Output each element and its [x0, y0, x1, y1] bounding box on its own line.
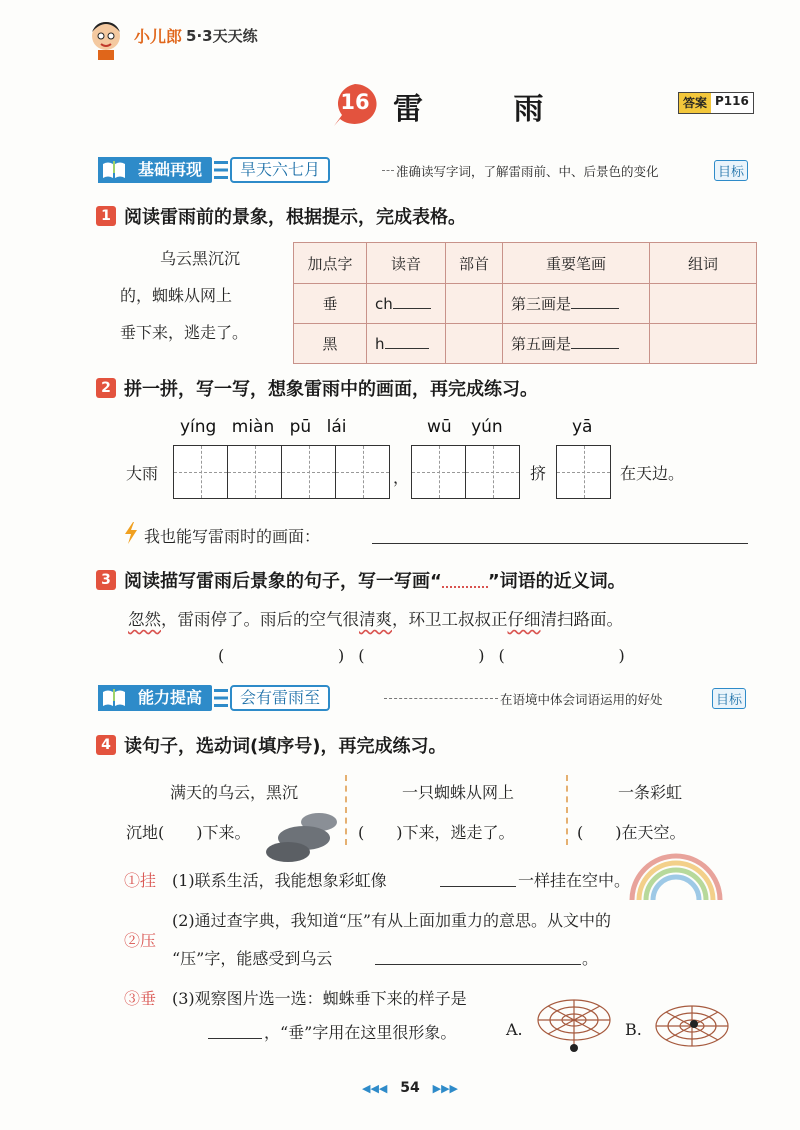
q2-pre-text: 大雨 [126, 464, 159, 483]
section-tag: 基础再现 [130, 157, 212, 183]
grid-cell[interactable] [228, 446, 282, 498]
question-number: 4 [96, 735, 116, 755]
option-3: ③垂 [124, 989, 157, 1008]
table-header-row [294, 243, 757, 284]
question-4-heading [96, 732, 446, 758]
divider [382, 170, 394, 171]
table-row [294, 324, 757, 364]
answer-blank[interactable] [385, 348, 429, 349]
sub-question-3-line1: (3)观察图片选一选：蜘蛛垂下来的样子是 [172, 989, 467, 1008]
bracket-close: ) [618, 646, 625, 665]
page-number-bar [350, 1080, 470, 1096]
q2-post-text: 在天边。 [620, 464, 685, 483]
radical-cell[interactable] [446, 324, 503, 364]
q1-passage [120, 240, 280, 351]
wavy-word: 清爽 [359, 610, 392, 629]
option-1: ①挂 [124, 871, 157, 890]
answer-blank[interactable] [440, 886, 516, 887]
left-arrows-icon: ◀◀◀ [361, 1082, 388, 1095]
section-goal: 准确读写字词，了解雷雨前、中、后景色的变化 [396, 164, 659, 179]
sub-question-2-end: 。 [582, 949, 599, 968]
question-title-after: ”词语的近义词。 [487, 571, 626, 592]
column-separator [345, 775, 347, 845]
question-1-heading [96, 203, 466, 229]
table-header: 加点字 [294, 243, 367, 284]
choice-b-label[interactable]: B. [625, 1020, 642, 1039]
passage-line: 乌云黑沉沉 [160, 249, 241, 268]
answer-reference [678, 92, 754, 114]
bracket-open: ( [218, 646, 225, 665]
q3-answer-brackets[interactable] [218, 646, 658, 665]
answer-blank[interactable] [571, 348, 619, 349]
sub-question-3-line2: ，“垂”字用在这里很形象。 [264, 1023, 457, 1042]
sentence-text: 清扫路面。 [540, 610, 623, 629]
reading-cell[interactable] [367, 324, 446, 364]
table-header: 组词 [650, 243, 757, 284]
q2-comma: ， [393, 468, 410, 487]
section-header-basic [98, 156, 330, 184]
question-title-before: 阅读描写雷雨后景象的句子，写一写画“ [124, 571, 442, 592]
grid-cell[interactable] [412, 446, 466, 498]
lightning-icon [124, 522, 138, 544]
wavy-word: 仔细 [507, 610, 541, 629]
stripes-icon [214, 687, 228, 709]
q3-sentence [128, 606, 623, 630]
passage-line: 的，蜘蛛从网上 [120, 286, 233, 305]
lesson-number: 16 [340, 90, 370, 114]
grid-cell[interactable] [466, 446, 519, 498]
question-title: 拼一拼，写一写，想象雷雨中的画面，再完成练习。 [124, 379, 538, 400]
section-tag: 能力提高 [130, 685, 212, 711]
col3-line1: 一条彩虹 [618, 783, 683, 802]
grid-cell[interactable] [174, 446, 228, 498]
radical-cell[interactable] [446, 284, 503, 324]
q1-table [293, 242, 757, 364]
passage-line: 垂下来，逃走了。 [120, 323, 249, 342]
wavy-mark-sample [442, 572, 488, 588]
col2-line1: 一只蜘蛛从网上 [402, 783, 515, 802]
sub-question-2-line2: “压”字，能感受到乌云 [172, 949, 333, 968]
grid-cell[interactable] [336, 446, 389, 498]
answer-page: P116 [711, 93, 753, 113]
table-header: 读音 [367, 243, 446, 284]
q2-mid-text: 挤 [530, 464, 547, 483]
right-arrows-icon: ▶▶▶ [432, 1082, 458, 1095]
pinyin-1: yíng miàn pū lái [180, 417, 347, 437]
col1-line1: 满天的乌云，黑沉 [170, 783, 299, 802]
dark-cloud-icon [264, 808, 344, 864]
book-icon [98, 157, 130, 183]
question-number: 3 [96, 570, 116, 590]
bracket-open: ( [358, 646, 365, 665]
column-separator [566, 775, 568, 845]
reading-prefix: ch [375, 294, 393, 313]
divider [384, 698, 498, 699]
bracket-close: ) [338, 646, 345, 665]
col3-line2: ( )在天空。 [577, 823, 686, 842]
word-cell[interactable] [650, 324, 757, 364]
spider-web-a-icon[interactable] [532, 990, 616, 1054]
col2-line2: ( )下来，逃走了。 [358, 823, 515, 842]
pinyin-3: yā [572, 417, 593, 437]
word-cell[interactable] [650, 284, 757, 324]
pinyin-2: wū yún [427, 417, 503, 437]
answer-blank[interactable] [375, 964, 581, 965]
wavy-word: 忽然 [128, 610, 161, 629]
stroke-cell[interactable] [503, 284, 650, 324]
stroke-label: 第三画是 [511, 295, 572, 313]
bracket-open: ( [498, 646, 505, 665]
question-3-heading [96, 567, 626, 593]
brand-logo: 小儿郎 [134, 26, 183, 46]
col1-line2: 沉地( )下来。 [126, 823, 251, 842]
section-goal: 在语境中体会词语运用的好处 [500, 692, 663, 707]
question-number: 2 [96, 378, 116, 398]
question-number: 1 [96, 206, 116, 226]
question-title: 读句子，选动词(填序号)，再完成练习。 [124, 736, 447, 757]
answer-blank[interactable] [571, 308, 619, 309]
writing-grid-4[interactable] [173, 445, 390, 499]
page-number: 54 [400, 1080, 420, 1096]
writing-grid-1[interactable] [556, 445, 611, 499]
grid-cell[interactable] [557, 446, 610, 498]
book-icon [98, 685, 130, 711]
sentence-text: ，雷雨停了。雨后的空气很 [161, 610, 359, 629]
rainbow-icon [626, 850, 726, 900]
reading-cell[interactable] [367, 284, 446, 324]
write-prompt: 我也能写雷雨时的画面： [144, 527, 321, 546]
bracket-close: ) [478, 646, 485, 665]
option-2: ②压 [124, 931, 157, 950]
stroke-label: 第五画是 [511, 335, 572, 353]
sub-question-1-end: 一样挂在空中。 [518, 871, 631, 890]
spider-web-b-icon[interactable] [650, 996, 734, 1054]
question-2-heading [96, 375, 538, 401]
section-subtitle: 旱天六七月 [230, 157, 330, 183]
table-cell-char: 垂 [294, 284, 367, 324]
answer-label: 答案 [679, 93, 711, 113]
table-header: 部首 [446, 243, 503, 284]
question-title: 阅读雷雨前的景象，根据提示，完成表格。 [124, 207, 466, 228]
stripes-icon [214, 159, 228, 181]
writing-grid-2[interactable] [411, 445, 520, 499]
answer-blank[interactable] [393, 308, 431, 309]
write-answer-line[interactable] [372, 543, 748, 544]
sentence-text: ，环卫工叔叔正 [392, 610, 508, 629]
brand-header [88, 20, 258, 50]
goal-tag: 目标 [712, 688, 746, 709]
section-subtitle: 会有雷雨至 [230, 685, 330, 711]
goal-tag: 目标 [714, 160, 748, 181]
table-cell-char: 黑 [294, 324, 367, 364]
table-row [294, 284, 757, 324]
sub-question-1: (1)联系生活，我能想象彩虹像 [172, 871, 387, 890]
lesson-title: 雷 雨 [393, 92, 584, 127]
grid-cell[interactable] [282, 446, 336, 498]
reading-prefix: h [375, 334, 385, 353]
sub-question-2-line1: (2)通过查字典，我知道“压”有从上面加重力的意思。从文中的 [172, 911, 612, 930]
table-header: 重要笔画 [503, 243, 650, 284]
choice-a-label[interactable]: A. [506, 1020, 523, 1039]
brand-series: 5·3天天练 [186, 26, 258, 45]
answer-blank[interactable] [208, 1038, 262, 1039]
section-header-advanced [98, 684, 330, 712]
stroke-cell[interactable] [503, 324, 650, 364]
